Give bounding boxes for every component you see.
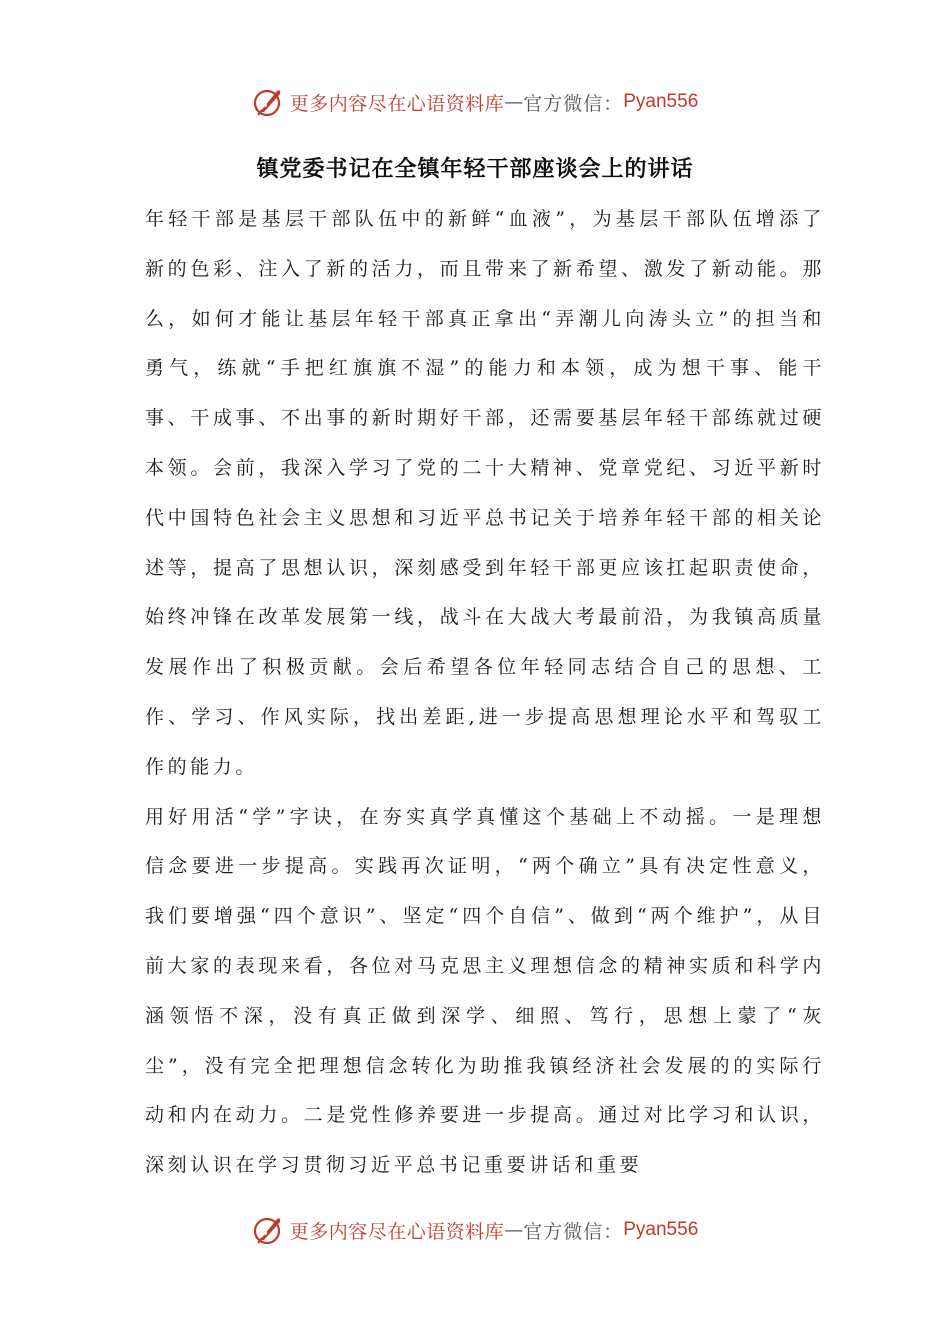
quill-logo-icon bbox=[252, 1213, 286, 1247]
banner-wechat-label: 官方微信： bbox=[523, 1220, 624, 1243]
quill-logo-icon bbox=[252, 85, 286, 119]
banner-wechat-id: Pyan556 bbox=[623, 1219, 699, 1240]
banner-dash: — bbox=[504, 1219, 524, 1241]
banner-wechat-label: 官方微信： bbox=[523, 92, 624, 115]
banner-dash: — bbox=[504, 91, 524, 113]
document-body bbox=[145, 195, 825, 1191]
banner-site-name: 更多内容尽在心语资料库 bbox=[289, 1220, 505, 1243]
banner-site-name: 更多内容尽在心语资料库 bbox=[289, 92, 505, 115]
footer-banner bbox=[0, 1210, 950, 1250]
banner-wechat-id: Pyan556 bbox=[623, 91, 699, 112]
paragraph-1: 年轻干部是基层干部队伍中的新鲜“血液”，为基层干部队伍增添了新的色彩、注入了新的活力，而且带来了新希望、激发了新动能。那么，如何才能让基层年轻干部真正拿出“弄潮儿向涛头立”的担当和勇气，练就“手把红旗旗不湿”的能力和本领，成为想干事、能干事、干成事、不出事的新时期好干部，还需要基层年轻干部练就过硬本领。会前，我深入学习了党的二十大精神、党章党纪、习近平新时代中国特色社会主义思想和习近平总书记关于培养年轻干部的相关论述等，提高了思想认识，深刻感受到年轻干部更应该扛起职责使命，始终冲锋在改革发展第一线，战斗在大战大考最前沿，为我镇高质量发展作出了积极贡献。会后希望各位年轻同志结合自己的思想、工作、学习、作风实际，找出差距,进一步提高思想理论水平和驾驭工作的能力。 bbox=[145, 208, 825, 778]
paragraph-2: 用好用活“学”字诀，在夯实真学真懂这个基础上不动摇。一是理想信念要进一步提高。实践再次证明，“两个确立”具有决定性意义，我们要增强“四个意识”、坚定“四个自信”、做到“两个维护”，从目前大家的表现来看，各位对马克思主义理想信念的精神实质和科学内涵领悟不深，没有真正做到深学、细照、笃行，思想上蒙了“灰尘”，没有完全把理想信念转化为助推我镇经济社会发展的的实际行动和内在动力。二是党性修养要进一步提高。通过对比学习和认识，深刻认识在学习贯彻习近平总书记重要讲话和重要 bbox=[145, 805, 825, 1177]
page-title: 镇党委书记在全镇年轻干部座谈会上的讲话 bbox=[256, 157, 694, 182]
header-banner bbox=[0, 82, 950, 122]
